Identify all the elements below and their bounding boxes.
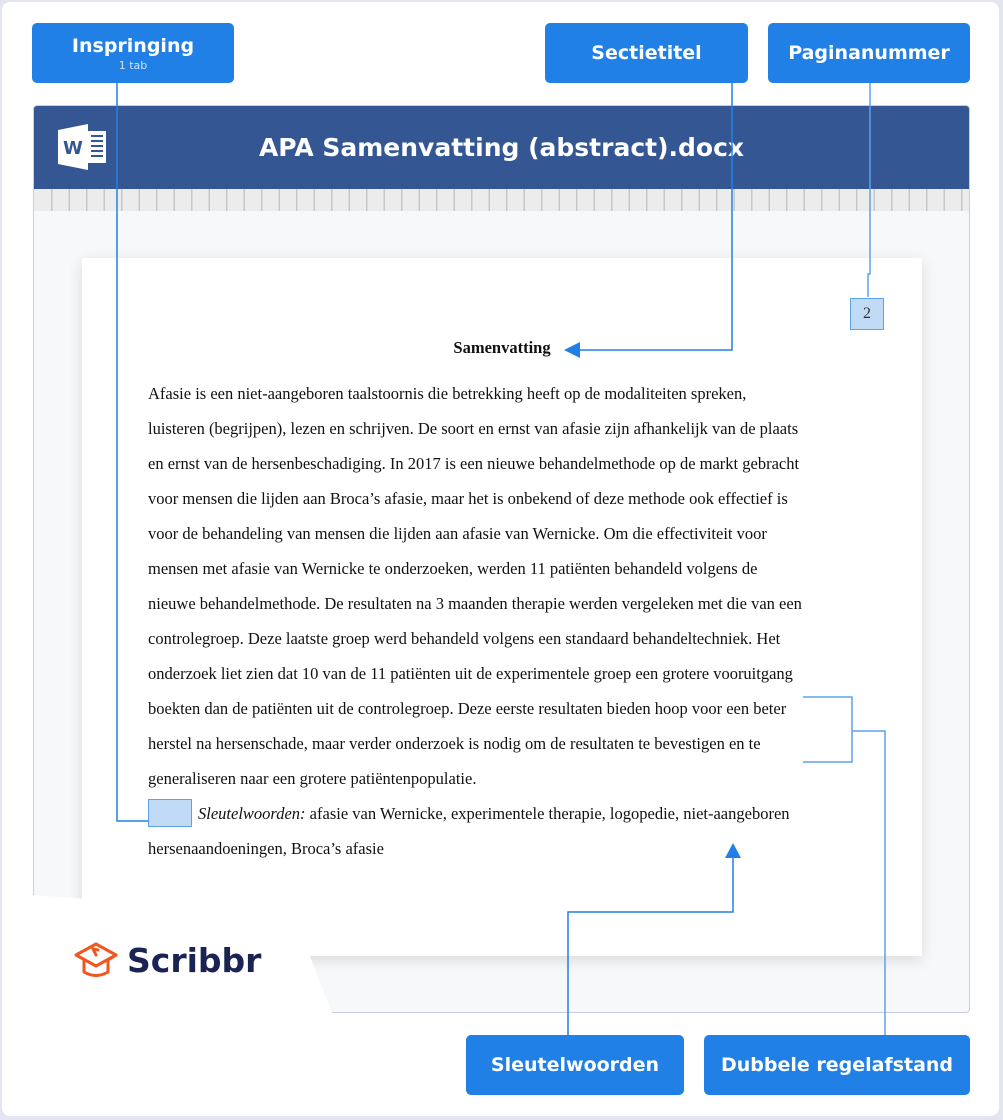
callout-section-title-label: Sectietitel [591, 42, 702, 64]
abstract-line: boekten dan de patiënten uit de controlegroep. Deze eerste resultaten bieden hoop voor een beter [148, 699, 787, 718]
svg-text:W: W [63, 138, 83, 159]
callout-page-number [768, 23, 970, 83]
callout-section-title [545, 23, 748, 83]
abstract-line: en ernst van de hersenbeschadiging. In 2017 is een nieuwe behandelmethode op de markt gebracht [148, 454, 800, 473]
scribbr-logo [73, 940, 261, 980]
callout-indent-label: Inspringing [71, 34, 195, 57]
page-number: 2 [850, 298, 884, 330]
keywords-text: afasie van Wernicke, experimentele therapie, logopedie, niet-aangeboren [305, 804, 790, 823]
callout-double-spacing [704, 1035, 970, 1095]
callout-double-spacing-label: Dubbele regelafstand [720, 1054, 954, 1076]
indent-highlight [148, 799, 192, 827]
document-title: APA Samenvatting (abstract).docx [258, 133, 745, 162]
callout-keywords-label: Sleutelwoorden [490, 1054, 660, 1076]
abstract-body [148, 382, 868, 872]
document-page [82, 258, 922, 956]
keywords-line [148, 802, 868, 837]
graduation-cap-icon [73, 940, 119, 980]
callout-page-number-label: Paginanummer [788, 42, 950, 64]
keywords-line-continued: hersenaandoeningen, Broca’s afasie [148, 839, 384, 858]
callout-keywords [466, 1035, 684, 1095]
abstract-line: mensen met afasie van Wernicke te onderzoeken, werden 11 patiënten behandeld volgens de [148, 559, 758, 578]
ruler [34, 189, 969, 211]
abstract-line: voor mensen die lijden aan Broca’s afasie, maar het is onbekend of deze methode ook effectief is [148, 489, 788, 508]
abstract-line: Afasie is een niet-aangeboren taalstoornis die betrekking heeft op de modaliteiten spreken, [148, 384, 747, 403]
abstract-line: voor de behandeling van mensen die lijden aan afasie van Wernicke. Om die effectiviteit voor [148, 524, 767, 543]
abstract-line: luisteren (begrijpen), lezen en schrijven. De soort en ernst van afasie zijn afhankelijk van de plaats [148, 419, 799, 438]
callout-indent-sublabel: 1 tab [118, 58, 148, 72]
keywords-label: Sleutelwoorden: [198, 804, 306, 823]
brand-name: Scribbr [127, 940, 262, 980]
abstract-line: herstel na hersenschade, maar verder onderzoek is nodig om de resultaten te bevestigen en te [148, 734, 761, 753]
word-window [33, 105, 970, 1013]
abstract-line: controlegroep. Deze laatste groep werd behandeld volgens een standaard behandeltechniek. Het [148, 629, 781, 648]
abstract-line: generaliseren naar een grotere patiëntenpopulatie. [148, 769, 477, 788]
title-bar [34, 106, 969, 189]
abstract-line: nieuwe behandelmethode. De resultaten na 3 maanden therapie werden vergeleken met die van een [148, 594, 802, 613]
section-title: Samenvatting [453, 338, 551, 357]
abstract-line: onderzoek liet zien dat 10 van de 11 patiënten uit de experimentele groep een grotere vooruitgang [148, 664, 793, 683]
callout-indent [32, 23, 234, 83]
